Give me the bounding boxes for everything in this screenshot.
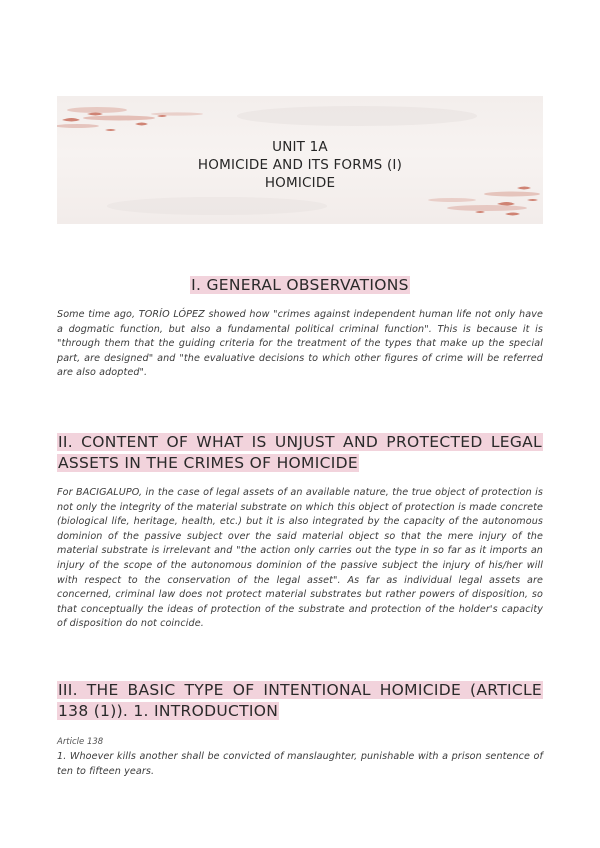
- section-heading-protected-legal-assets: II. CONTENT OF WHAT IS UNJUST AND PROTECTED LEGAL ASSETS IN THE CRIMES OF HOMICIDE: [58, 433, 542, 472]
- section-heading-basic-type-homicide: III. THE BASIC TYPE OF INTENTIONAL HOMICIDE (ARTICLE 138 (1)). 1. INTRODUCTION: [58, 681, 542, 720]
- article-label: Article 138: [57, 737, 104, 747]
- section-body-general-observations: Some time ago, TORÍO LÓPEZ showed how "crimes against independent human life not only have a dogmatic function, but also a fundamental political criminal function". This is because it is "through them that the guiding criteria for the treatment of the types that make up the special part, are designed" and "the evaluative decisions to which other figures of crime will be referred are also adopted".: [57, 309, 543, 379]
- banner-title: [57, 138, 543, 192]
- unit-label: UNIT 1A: [272, 139, 328, 155]
- title-banner: [57, 96, 543, 224]
- document-title: HOMICIDE AND ITS FORMS (I): [197, 157, 403, 173]
- section-body-protected-legal-assets: For BACIGALUPO, in the case of legal assets of an available nature, the true object of protection is not only the integrity of the material substrate on which this object of protection is made concrete (biological life, heritage, health, etc.) but it is also integrated by the capacity of the autonomous dominion of the passive subject over the said material object so that the mere injury of the material substrate is irrelevant and "the action only carries out the type in so far as it imports an injury of the scope of the autonomous dominion of the passive subject the injury of his/her will with respect to the conservation of the legal asset". As far as individual legal assets are concerned, criminal law does not protect material substrates but rather powers of disposition, so that conceptually the ideas of protection of the substrate and protection of the holder's capacity of disposition do not coincide.: [57, 487, 543, 630]
- document-subtitle: HOMICIDE: [264, 175, 336, 191]
- section-heading-general-observations: I. GENERAL OBSERVATIONS: [191, 276, 409, 294]
- article-text: 1. Whoever kills another shall be convicted of manslaughter, punishable with a prison sentence of ten to fifteen years.: [57, 751, 543, 777]
